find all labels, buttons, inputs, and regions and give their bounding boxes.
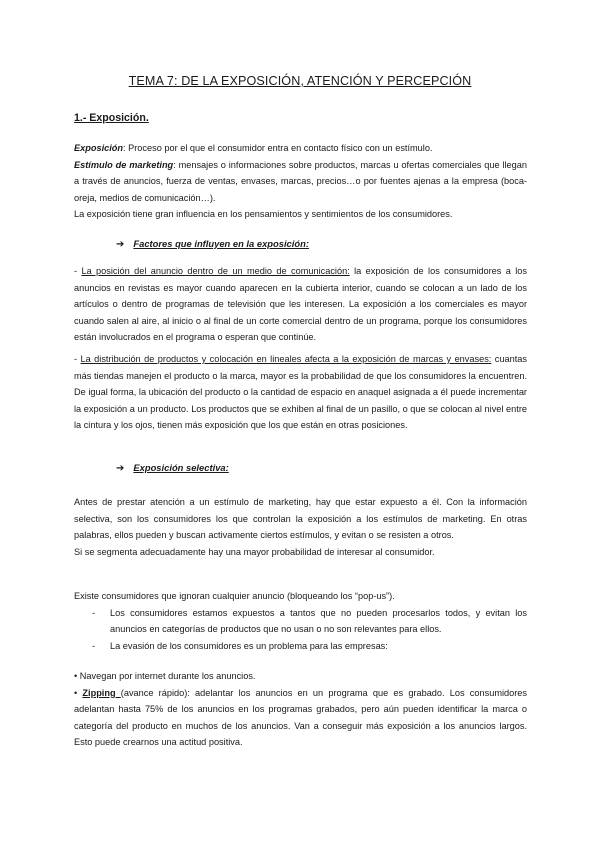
arrow-right-icon: ➔ xyxy=(116,463,125,474)
factor1-prefix: - xyxy=(74,266,82,276)
selective-paragraph: Antes de prestar atención a un estímulo de marketing, hay que estar expuesto a él. Con la información selectiva, son los consumidores los que controlan la exposición a los estímulos de marketing. En otras palabras, ellos pueden y buscan activamente ciertos estímulos, y evitan o se resisten a otros. xyxy=(74,497,527,541)
section-heading-exposicion: 1.- Exposición. xyxy=(74,112,149,124)
intro-block xyxy=(74,140,527,223)
estimulo-def-text: : mensajes o informaciones sobre productos, marcas u ofertas comerciales que llegan a través de anuncios, fuerza de ventas, envases, marcas, precios…o por fuentes ajenas a la empresa (boca-oreja, medios de comunicación…). xyxy=(74,159,527,203)
influence-text: La exposición tiene gran influencia en los pensamientos y sentimientos de los consumidores. xyxy=(74,209,453,220)
estimulo-term: Estímulo de marketing xyxy=(74,159,174,170)
selective-heading-text: Exposición selectiva: xyxy=(133,462,229,473)
exposicion-term: Exposición xyxy=(74,143,124,153)
factors-heading-text: Factores que influyen en la exposición: xyxy=(133,238,309,249)
arrow-right-icon: ➔ xyxy=(116,239,125,250)
factor1-lead: La posición del anuncio dentro de un medio de comunicación: xyxy=(81,266,350,276)
ignore-block xyxy=(74,588,527,654)
factor1-body: la exposición de los consumidores a los anuncios en revistas es mayor cuando aparecen en la cubierta interior, cuando se colocan a un lado de los artículos o dentro de programas de televisión que les interesen. La exposición a los comerciales es mayor cuando salen al aire, al inicio o al final de un corte comercial dentro de un programa, porque los consumidores están involucrados en el programa o esperan que continúe. xyxy=(74,266,527,343)
factor-distribution-paragraph xyxy=(74,351,527,434)
bullet-zipping: • Zipping (avance rápido): adelantar los anuncios en un programa que es grabado. Los consumidores adelantan hasta 75% de los anuncios en los programas grabados, pero aún pueden identificar la marca o categoría del producto en muchos de los anuncios. Van a conseguir más exposición a los anuncios largos. Esto puede crearnos una actitud positiva. xyxy=(74,687,527,748)
estimulo-definition xyxy=(74,157,527,207)
zipping-paren: (avance rápido) xyxy=(120,687,188,698)
factor2-lead: La distribución de productos y colocación en lineales afecta a la exposición de marcas y envases: xyxy=(80,354,492,364)
selective-subheading xyxy=(116,462,229,474)
dash-bullet: - xyxy=(92,607,96,618)
page-title: TEMA 7: DE LA EXPOSICIÓN, ATENCIÓN Y PERCEPCIÓN xyxy=(128,74,472,88)
dash-bullet: - xyxy=(92,640,96,651)
segment-paragraph: Si se segmenta adecuadamente hay una mayor probabilidad de interesar al consumidor. xyxy=(74,546,435,557)
factor2-body: cuantas más tiendas manejen el producto o la marca, mayor es la probabilidad de que los consumidores la encuentren. De igual forma, la ubicación del producto o la cantidad de espacio en anaquel asignada a él puede incrementar la exposición a un producto. Los productos que se exhiben al final de un pasillo, o que se colocan al nivel entre la cintura y los ojos, tienen más exposición que los que están en otras posiciones. xyxy=(74,354,527,431)
list-item: - Los consumidores estamos expuestos a tantos que no pueden procesarlos todos, y evitan los anuncios en categorías de productos que no usan o no son relevantes para ellos. xyxy=(74,605,527,638)
list-item: - La evasión de los consumidores es un problema para las empresas: xyxy=(74,638,527,655)
zipping-term: Zipping xyxy=(82,687,121,698)
factors-subheading xyxy=(116,238,309,250)
bullet-browsing: • Navegan por internet durante los anuncios. xyxy=(74,671,256,681)
selective-block xyxy=(74,494,527,560)
bullets-block xyxy=(74,668,527,751)
factor2-prefix: - xyxy=(74,354,81,364)
factor-position-paragraph xyxy=(74,263,527,346)
zipping-text: : adelantar los anuncios en un programa que es grabado. Los consumidores adelantan hasta 75% de los anuncios en los programas grabados, pero aún pueden identificar la marca o categoría del producto en muchos de los anuncios. Van a conseguir más exposición a los anuncios largos. Esto puede crearnos una actitud positiva. xyxy=(74,687,527,748)
ignore-intro: Existe consumidores que ignoran cualquier anuncio (bloqueando los “pop-us”). xyxy=(74,591,395,601)
exposicion-def-text: : Proceso por el que el consumidor entra en contacto físico con un estímulo. xyxy=(123,143,433,153)
ignore-list xyxy=(74,605,527,655)
exposicion-definition xyxy=(74,140,527,157)
